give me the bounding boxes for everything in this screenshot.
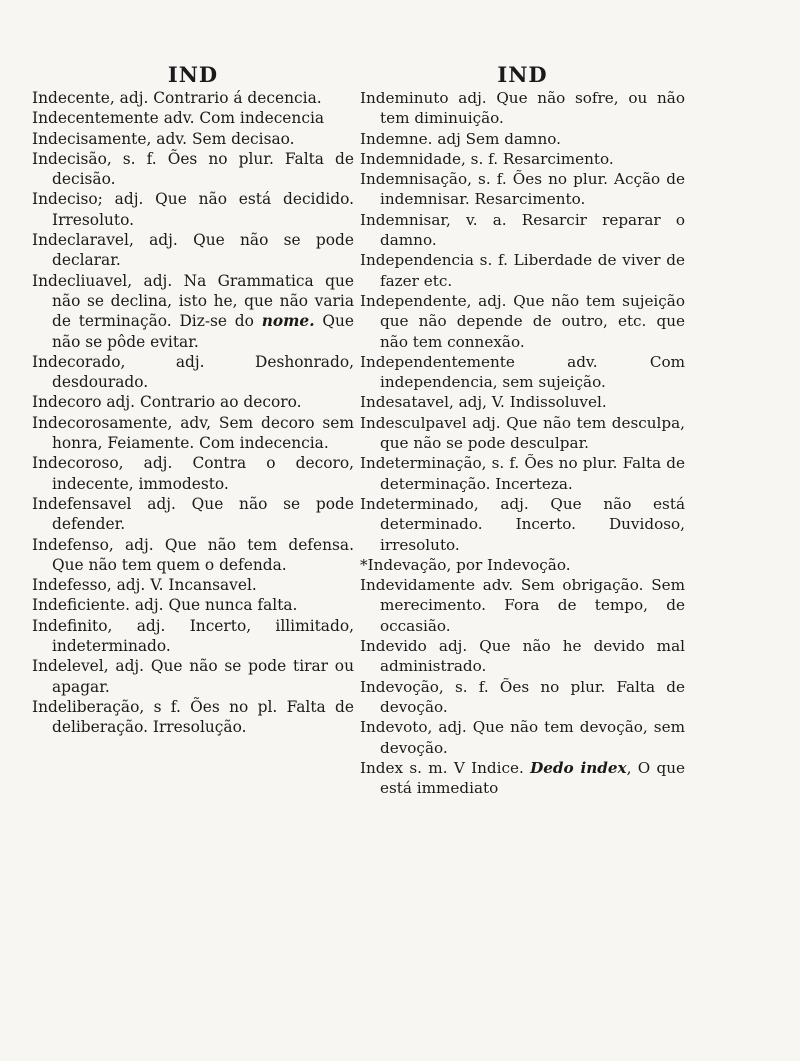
dictionary-entry [360,453,685,494]
entry-definition: , adj. Que não tem devoção, sem devoção. [380,718,685,757]
dictionary-entry [360,169,685,210]
left-column [32,62,354,738]
entry-headword: Indecisão [32,149,107,168]
dictionary-entry [360,575,685,636]
entry-headword: Index [360,758,404,777]
entry-definition: , por Indevoção. [446,555,571,574]
entry-headword: Indecoroso [32,454,119,473]
entry-headword: Indeminuto [360,89,449,107]
entry-definition: adj. Contrario ao decoro. [101,393,302,412]
dictionary-entry [32,108,354,128]
entry-headword: Indecorosamente [32,413,168,432]
entry-headword: Indemnidade [360,149,462,168]
entry-headword: Independente [360,291,467,310]
entry-definition: , adj. Deshonrado, desdourado. [52,352,354,392]
entry-headword: Independencia [360,251,474,270]
dictionary-entry [360,392,685,412]
dictionary-entry [32,656,354,697]
right-column [360,62,685,798]
dictionary-entry [360,129,685,149]
entry-definition: , s. f. Ões no plur. Falta de devoção. [380,677,685,716]
entry-definition: s. f. Liberdade de viver de fazer etc. [380,251,685,290]
entry-headword: Indecorado [32,352,121,371]
entry-definition: . adj Sem damno. [427,129,561,148]
entry-definition: , s. f. Ões no plur. Acção de indemnisar. Resarcimento. [380,170,685,209]
dictionary-entry [32,616,354,657]
entry-definition: , s f. Ões no pl. Falta de deliberação. Irresolução. [52,697,354,737]
entry-headword: Indecente [32,89,110,107]
entry-headword: Indecliuavel [32,271,128,290]
dictionary-entry [360,250,685,291]
dictionary-entry [360,677,685,718]
entry-headword: Indesatavel [360,393,449,412]
entry-headword: Indeficiente [32,596,126,615]
entry-definition: , s. f. Ões no plur. Falta de determinação. Incerteza. [380,454,685,493]
entry-headword: Indeclaravel [32,231,129,250]
right-entries [360,88,685,798]
dictionary-entry [360,636,685,677]
entry-definition: , adj. Contrario á decencia. [109,89,322,107]
entry-headword: Indeterminado [360,494,474,513]
entry-headword: Indecoro [32,393,102,412]
entry-definition: , adj. Que não tem sujeição que não depende de outro, etc. que não tem connexão. [380,291,685,351]
entry-headword: Indefensavel [32,494,132,513]
entry-headword: Indeliberação [32,697,140,716]
entry-definition: , adv, Sem decoro sem honra, Feiamente. Com indecencia. [52,413,354,453]
entry-headword: Indelevel [32,657,104,676]
entry-definition: , adv. Sem decisao. [146,129,295,148]
dictionary-entry [360,149,685,169]
dictionary-entry [360,758,685,799]
entry-headword: Indecisamente [32,129,147,148]
entry-headword: Indeciso [32,190,98,209]
entry-definition: adv. Com independencia, sem sujeição. [380,352,685,392]
entry-definition: , adj. Na Grammatica que não se declina, isto he, que não varia de terminação. Diz-se do [52,271,354,331]
dictionary-entry [32,595,354,615]
dictionary-entry [32,129,354,149]
right-running-head: IND [497,62,548,87]
entry-definition-tail: Que não se pôde evitar. [52,312,354,351]
dictionary-entry [32,453,354,494]
entry-definition: adj. Que não sofre, ou não tem diminuição. [380,89,685,128]
entry-headword: Indefinito [32,616,108,635]
entry-definition: , adj. Contra o decoro, indecente, immodesto. [52,454,354,493]
entry-headword: Independentemente [360,352,515,371]
dictionary-entry [32,230,354,271]
entry-definition: . adj. Que nunca falta. [125,596,298,615]
dictionary-entry [360,88,685,129]
entry-definition: adj. Que não tem desculpa, que não se pode desculpar. [380,413,685,453]
entry-definition: s. m. V Indice. [403,758,531,777]
dictionary-entry [360,494,685,555]
entry-headword: Indefesso [32,576,107,595]
dictionary-entry [360,291,685,352]
entry-definition: adv. Com indecencia [158,109,325,128]
entry-definition: adj. Que não he devido mal administrado. [380,637,685,676]
dictionary-entry [32,271,354,352]
left-running-head: IND [167,62,219,87]
dictionary-entry [32,352,354,393]
entry-headword: Indevoção [360,677,439,696]
entry-headword: Indefenso [32,535,109,554]
entry-definition-tail: , O que está immediato [380,758,685,798]
entry-phrase: Dedo index [530,758,627,777]
entry-headword: Indeterminação [360,454,482,473]
dictionary-entry [32,149,354,190]
dictionary-entry [360,555,685,575]
entry-headword: Indesculpavel [360,413,467,432]
entry-definition: , s. f. Ões no plur. Falta de decisão. [52,149,354,189]
entry-definition: ; adj. Que não está decidido. Irresoluto. [52,190,354,229]
entry-headword: Indecentemente [32,109,159,128]
entry-headword: Indevido [360,637,427,656]
entry-definition: , v. a. Resarcir reparar o damno. [380,210,685,250]
entry-definition: , adj. Que não tem defensa. Que não tem quem o defenda. [52,535,354,574]
dictionary-entry [32,189,354,230]
dictionary-entry [32,88,354,108]
entry-headword: Indevidamente [360,576,475,595]
entry-definition: , adj. Incerto, illimitado, indeterminado. [52,616,354,656]
entry-definition: , adj. Que não se pode tirar ou apagar. [52,657,354,696]
entry-headword: *Indevação [360,555,447,574]
entry-definition: , adj, V. Indissoluvel. [448,393,607,412]
dictionary-entry [32,494,354,535]
dictionary-entry [360,413,685,454]
entry-definition: adv. Sem obrigação. Sem merecimento. Fora de tempo, de occasião. [380,576,685,635]
dictionary-entry [32,413,354,454]
entry-definition: , adj. Que não se pode declarar. [52,231,354,270]
entry-definition: , s. f. Resarcimento. [461,149,614,168]
entry-definition: adj. Que não se pode defender. [52,494,354,534]
dictionary-entry [360,717,685,758]
dictionary-entry [32,697,354,738]
entry-headword: Indemnisar [360,210,446,229]
dictionary-entry [32,392,354,412]
entry-definition: , adj. V. Incansavel. [106,576,257,595]
dictionary-entry [32,575,354,595]
entry-definition: , adj. Que não está determinado. Incerto. Duvidoso, irresoluto. [380,494,685,554]
dictionary-entry [360,210,685,251]
dictionary-entry [32,535,354,576]
entry-headword: Indemnisação [360,170,468,189]
entry-headword: Indemne [360,129,428,148]
left-entries [32,88,354,738]
entry-headword: Indevoto [360,718,428,737]
entry-phrase: nome. [261,312,315,331]
dictionary-entry [360,352,685,393]
